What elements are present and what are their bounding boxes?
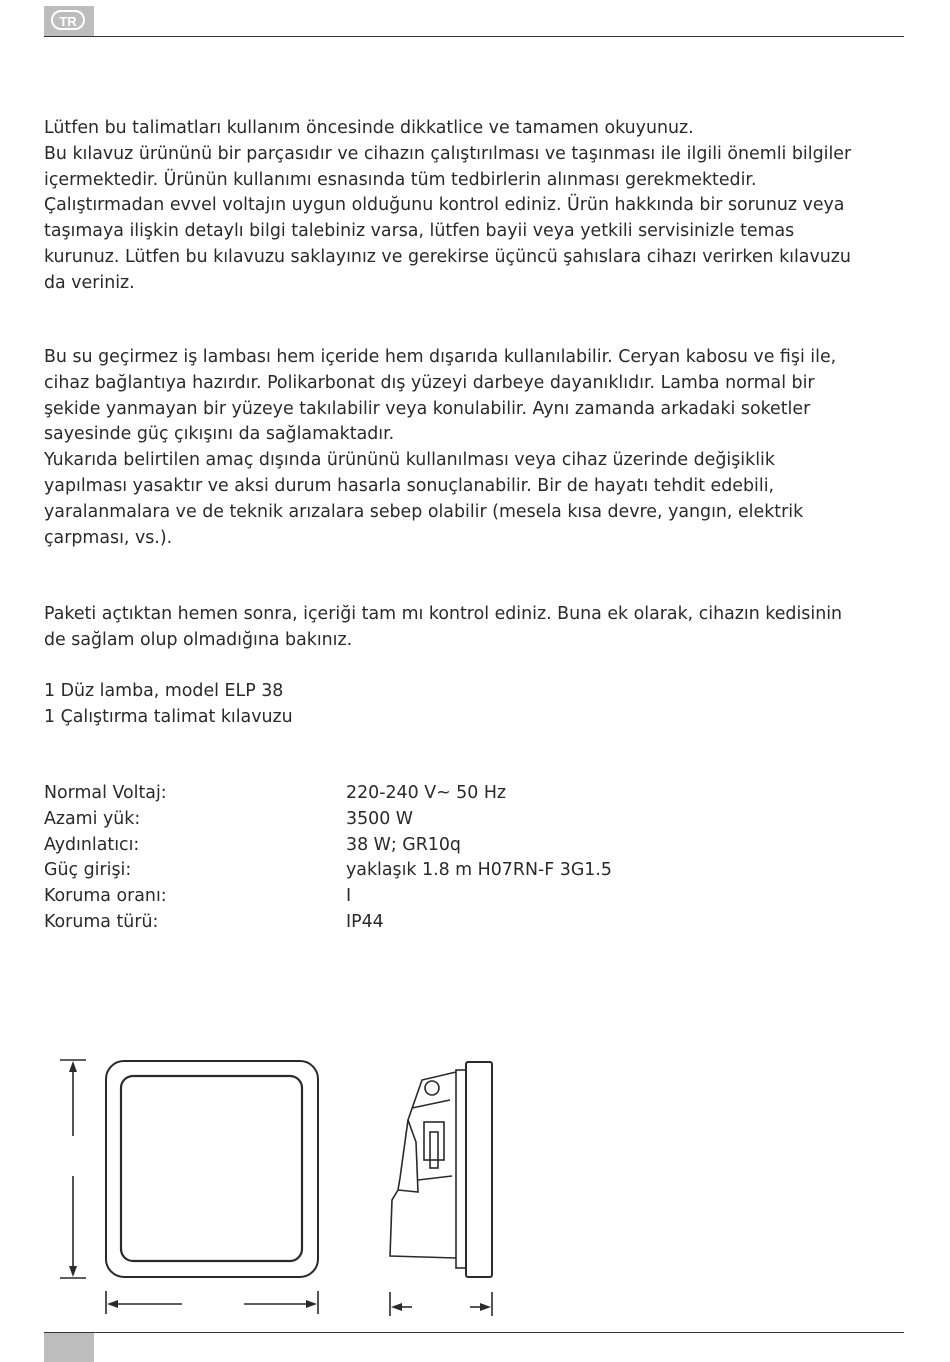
intro-line: Bu kılavuz ürününü bir parçasıdır ve cihazın çalıştırılması ve taşınması ile ilgili önemli bilgiler: [44, 143, 852, 164]
spec-row: [44, 910, 612, 936]
intro-line: taşımaya ilişkin detaylı bilgi talebiniz varsa, lütfen bayii veya yetkili servisinizle temas: [44, 221, 795, 242]
spec-value: 220-240 V~ 50 Hz: [346, 783, 507, 803]
spec-label: Aydınlatıcı:: [44, 834, 140, 855]
spec-table: [44, 781, 612, 936]
spec-label: Azami yük:: [44, 808, 141, 829]
package-contents-list: [44, 679, 914, 731]
spec-value: 38 W; GR10q: [346, 834, 461, 855]
intended-use-line: yapılması yasaktır ve aksi durum hasarla sonuçlanabilir. Bir de hayatı tehdit edebili,: [44, 475, 775, 496]
intended-use-line: cihaz bağlantıya hazırdır. Polikarbonat dış yüzeyi darbeye dayanıklıdır. Lamba normal bir: [44, 372, 815, 393]
intro-line: Çalıştırmadan evvel voltajın uygun olduğunu kontrol ediniz. Ürün hakkında bir sorunuz veya: [44, 195, 845, 216]
spec-label: Koruma oranı:: [44, 886, 167, 907]
spec-label: Koruma türü:: [44, 911, 159, 932]
intro-line: içermektedir. Ürünün kullanımı esnasında tüm tedbirlerin alınması gerekmektedir.: [44, 169, 757, 190]
spec-value: IP44: [346, 911, 384, 932]
package-check-line: Paketi açtıktan hemen sonra, içeriği tam mı kontrol ediniz. Buna ek olarak, cihazın kedisinin: [44, 604, 843, 624]
package-contents-item: 1 Düz lamba, model ELP 38: [44, 681, 284, 701]
intro-line: da veriniz.: [44, 272, 135, 293]
language-code: TR: [51, 10, 85, 30]
front-view: [60, 1060, 318, 1314]
intended-use-line: şekide yanmayan bir yüzeye takılabilir veya konulabilir. Aynı zamanda arkadaki soketler: [44, 398, 811, 419]
spec-label: Güç girişi:: [44, 860, 132, 881]
spec-row: [44, 833, 612, 859]
language-badge: [44, 6, 94, 36]
spec-row: [44, 858, 612, 884]
intended-use-line: çarpması, vs.).: [44, 527, 173, 548]
intended-use-line: Yukarıda belirtilen amaç dışında ürününü kullanılması veya cihaz üzerinde değişiklik: [44, 450, 775, 471]
spec-row: [44, 884, 612, 910]
spec-value: I: [346, 886, 352, 907]
spec-row: [44, 807, 612, 833]
intro-line: Lütfen bu talimatları kullanım öncesinde dikkatlice ve tamamen okuyunuz.: [44, 118, 694, 138]
header-rule: [44, 36, 904, 37]
intro-line: kurunuz. Lütfen bu kılavuzu saklayınız ve gerekirse üçüncü şahıslara cihazı verirken kılavuzu: [44, 246, 851, 267]
lamp-dimension-diagram: [60, 1050, 510, 1325]
package-contents-item: 1 Çalıştırma talimat kılavuzu: [44, 706, 293, 727]
spec-value: 3500 W: [346, 808, 413, 829]
footer-rule: [44, 1332, 904, 1333]
intended-use-paragraph: [44, 345, 914, 551]
spec-row: [44, 781, 612, 807]
intended-use-line: Bu su geçirmez iş lambası hem içeride hem dışarıda kullanılabilir. Ceryan kabosu ve fişi ile,: [44, 347, 837, 367]
side-view: [390, 1062, 492, 1316]
page-number-tab: [44, 1333, 94, 1362]
spec-value: yaklaşık 1.8 m H07RN-F 3G1.5: [346, 860, 612, 881]
spec-label: Normal Voltaj:: [44, 783, 167, 803]
package-check-paragraph: [44, 602, 914, 654]
intro-paragraph: [44, 116, 914, 297]
intended-use-line: yaralanmalara ve de teknik arızalara sebep olabilir (mesela kısa devre, yangın, elektrik: [44, 501, 804, 522]
intended-use-line: sayesinde güç çıkışını da sağlamaktadır.: [44, 424, 395, 445]
package-check-line: de sağlam olup olmadığına bakınız.: [44, 629, 353, 650]
